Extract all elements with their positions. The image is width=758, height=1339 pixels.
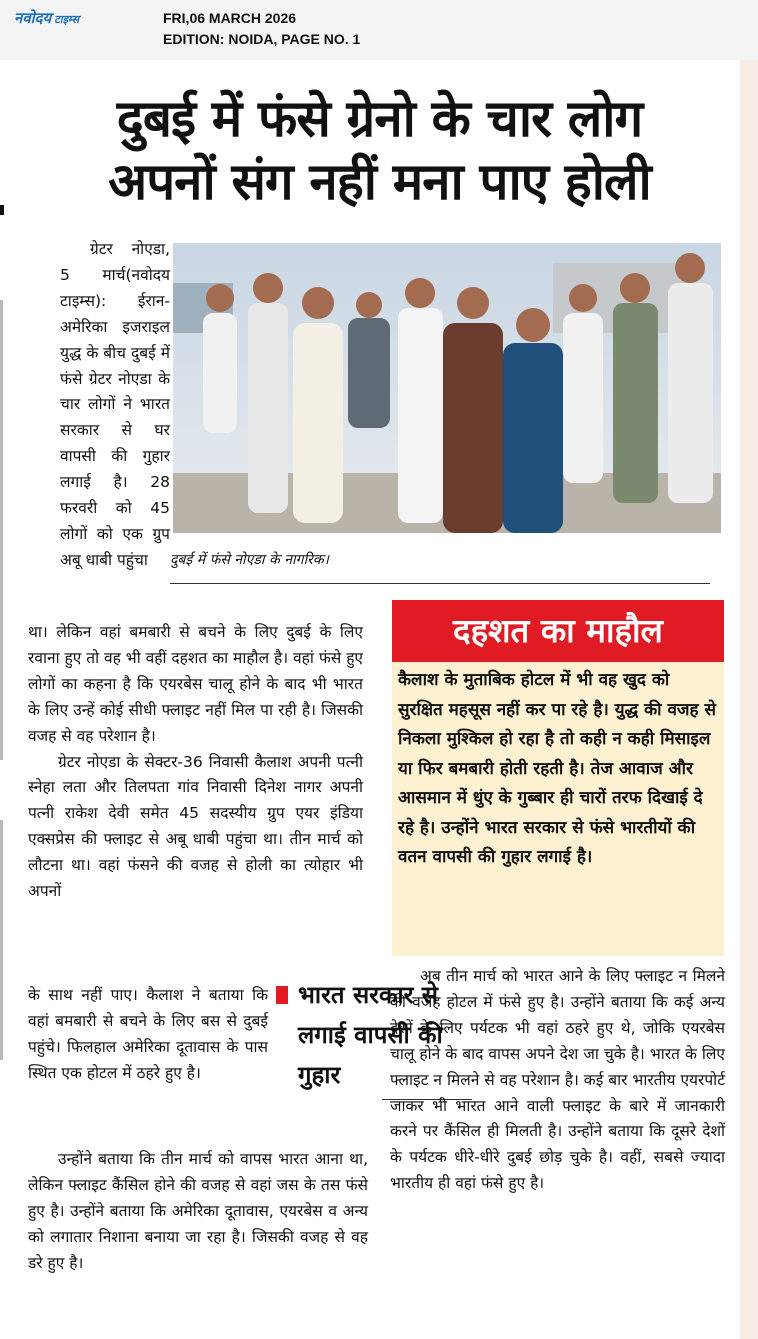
subhead-marker <box>276 986 288 1004</box>
logo-main-text: नवोदय <box>14 9 52 27</box>
page-edge-strip <box>0 820 3 1060</box>
caption-rule <box>170 583 710 584</box>
page-edge-strip <box>0 300 3 760</box>
article-column-continued <box>28 983 268 1087</box>
article-column-right <box>390 964 725 1197</box>
news-photo <box>173 243 721 533</box>
issue-date: FRI,06 MARCH 2026 <box>163 10 297 26</box>
logo-sub-text: टाइम्स <box>54 13 80 26</box>
headline-line-2: अपनों संग नहीं मना पाए होली <box>108 153 651 212</box>
headline-line-1: दुबई में फंसे ग्रेनो के चार लोग <box>116 90 643 149</box>
article-paragraph-2-continued: के साथ नहीं पाए। कैलाश ने बताया कि वहां बमबारी से बचने के लिए बस से दुबई पहुंचे। फिलहाल अमेरिका दूतावास के पास स्थित एक होटल में ठहरे हुए है। <box>28 986 268 1082</box>
highlight-box <box>392 600 724 956</box>
highlight-box-title: दहशत का माहौल <box>392 600 724 662</box>
photo-caption: दुबई में फंसे नोएडा के नागरिक। <box>170 552 329 568</box>
highlight-box-text: कैलाश के मुताबिक होटल में भी वह खुद को सुरक्षित महसूस नहीं कर पा रहे है। युद्ध की वजह से निकला मुश्किल हो रहा है तो कही न कही मिसाइल या फिर बमबारी होती रहती है। तेज आवाज और आसमान में धुंए के गुब्बार ही चारों तरफ दिखाई दे रहे है। उन्होंने भारत सरकार से फंसे भारतीयों की वतन वापसी की गुहार लगाई है। <box>398 670 716 867</box>
article-paragraph-3: उन्होंने बताया कि तीन मार्च को वापस भारत आना था, लेकिन फ्लाइट कैंसिल होने की वजह से वहां जस के तस फंसे हुए है। उन्होंने बताया कि अमेरिका दूतावास, एयरबेस व अन्य को लगातार निशाना बनाया जा रहा है। जिसकी वजह से वह डरे हुए है। <box>28 1150 368 1272</box>
subheading: भारत सरकार से लगाई वापसी की गुहार <box>298 981 443 1089</box>
dateline <box>163 8 360 50</box>
article-column-bottom <box>28 1147 368 1277</box>
article-paragraph-4: अब तीन मार्च को भारत आने के लिए फ्लाइट न मिलने की वजह होटल में फंसे हुए है। उन्होंने बताया कि कई अन्य देशों के लिए पर्यटक भी वहां ठहरे हुए थे, जोकि एयरबेस चालू होने के बाद वापस अपने देश जा चुके है। भारत के लिए फ्लाइट न मिलने से वह परेशान है। कई बार भारतीय एयरपोर्ट जाकर भी भारत आने वाली फ्लाइट के बारे में जानकारी करने पर कैंसिल ही मिलती है। उन्होंने बताया कि दूसरे देशों के पर्यटक धीरे-धीरे दुबई छोड़ चुके है। वहीं, सबसे ज्यादा भारतीय ही वहां फंसे हुए है। <box>390 967 725 1193</box>
adjacent-page-edge <box>740 60 758 1339</box>
article-intro: ग्रेटर नोएडा, 5 मार्च(नवोदय टाइम्स): ईरान-अमेरिका इजराइल युद्ध के बीच दुबई में फंसे ग्रेटर नोएडा के चार लोगों ने भारत सरकार से घर वापसी की गुहार लगाई है। 28 फरवरी को 45 लोगों को एक ग्रुप अबू धाबी पहुंचा <box>60 240 170 569</box>
headline <box>22 88 737 214</box>
newspaper-logo <box>14 8 79 28</box>
edition-info: EDITION: NOIDA, PAGE NO. 1 <box>163 31 361 47</box>
page-header <box>0 0 758 60</box>
group-photo-illustration <box>173 243 721 533</box>
article-column-main <box>28 620 363 905</box>
article-paragraph-1: था। लेकिन वहां बमबारी से बचने के लिए दुबई के लिए रवाना हुए तो वह भी वहीं दहशत का माहौल है। वहां फंसे हुए लोगों का कहना है कि एयरबेस चालू होने के बाद भी भारत के लिए उन्हें कोई सीधी फ्लाइट नहीं मिल पा रही है। जिसकी वजह से वह परेशान है। <box>28 623 363 745</box>
article-paragraph-2: ग्रेटर नोएडा के सेक्टर-36 निवासी कैलाश अपनी पत्नी स्नेहा लता और तिलपता गांव निवासी दिनेश नागर अपनी पत्नी राकेश देवी समेत 45 सदस्यीय ग्रुप एयर इंडिया एक्सप्रेस की फ्लाइट से अबू धाबी पहुंचा था। तीन मार्च को लौटना था। वहां फंसने की वजह से होली का त्योहार भी अपनों <box>28 752 363 901</box>
article-column-intro <box>60 237 170 574</box>
page-edge-mark <box>0 205 4 215</box>
